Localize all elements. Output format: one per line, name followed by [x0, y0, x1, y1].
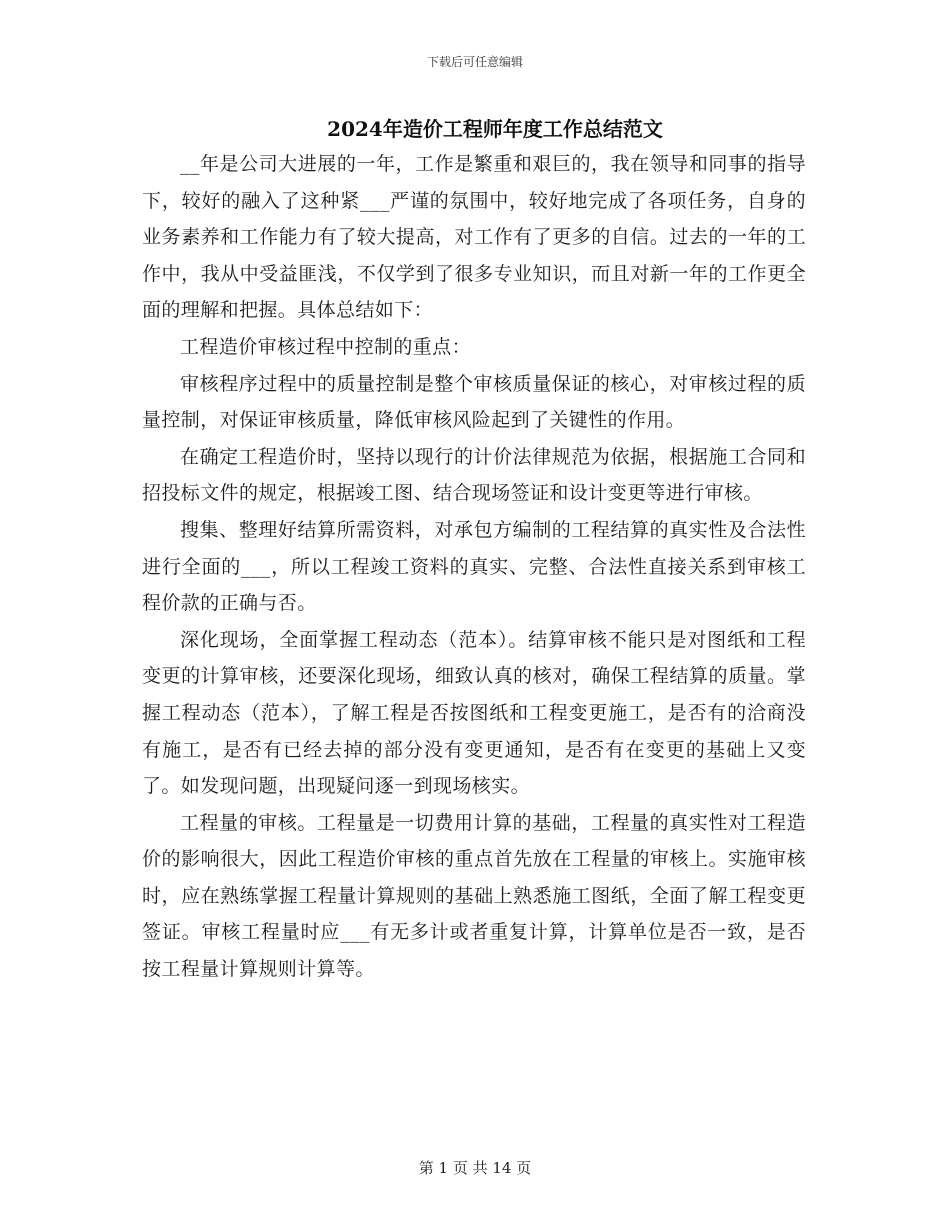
paragraph-pricing-basis: 在确定工程造价时，坚持以现行的计价法律规范为依据，根据施工合同和招投标文件的规定，根据竣工图、结合现场签证和设计变更等进行审核。: [142, 445, 806, 505]
header-note: 下载后可任意编辑: [426, 55, 523, 69]
paragraph-quantity-review: 工程量的审核。工程量是一切费用计算的基础，工程量的真实性对工程造价的影响很大，因此工程造价审核的重点首先放在工程量的审核上。实施审核时，应在熟练掌握工程量计算规则的基础上熟悉施工图纸，全面了解工程变更签证。审核工程量时应___有无多计或者重复计算，计算单位是否一致，是否按工程量计算规则计算等。: [142, 811, 806, 981]
paragraph-section-heading: 工程造价审核过程中控制的重点：: [180, 335, 472, 358]
paragraph-materials: 搜集、整理好结算所需资料，对承包方编制的工程结算的真实性及合法性进行全面的___，所以工程竣工资料的真实、完整、合法性直接关系到审核工程价款的正确与否。: [142, 518, 806, 615]
page-footer: 第 1 页 共 14 页: [418, 1159, 532, 1177]
document-title: 2024年造价工程师年度工作总结范文: [327, 117, 663, 141]
paragraph-intro: __年是公司大进展的一年，工作是繁重和艰巨的，我在领导和同事的指导下，较好的融入了这种紧___严谨的氛围中，较好地完成了各项任务，自身的业务素养和工作能力有了较大提高，对工作有了更多的自信。过去的一年的工作中，我从中受益匪浅，不仅学到了很多专业知识，而且对新一年的工作更全面的理解和把握。具体总结如下：: [142, 153, 806, 322]
paragraph-quality-control: 审核程序过程中的质量控制是整个审核质量保证的核心，对审核过程的质量控制，对保证审核质量，降低审核风险起到了关键性的作用。: [142, 372, 806, 432]
document-body: [142, 146, 806, 988]
paragraph-site-inspection: 深化现场，全面掌握工程动态（范本）。结算审核不能只是对图纸和工程变更的计算审核，还要深化现场，细致认真的核对，确保工程结算的质量。掌握工程动态（范本），了解工程是否按图纸和工程变更施工，是否有的洽商没有施工，是否有已经去掉的部分没有变更通知，是否有在变更的基础上又变了。如发现问题，出现疑问逐一到现场核实。: [142, 628, 806, 798]
